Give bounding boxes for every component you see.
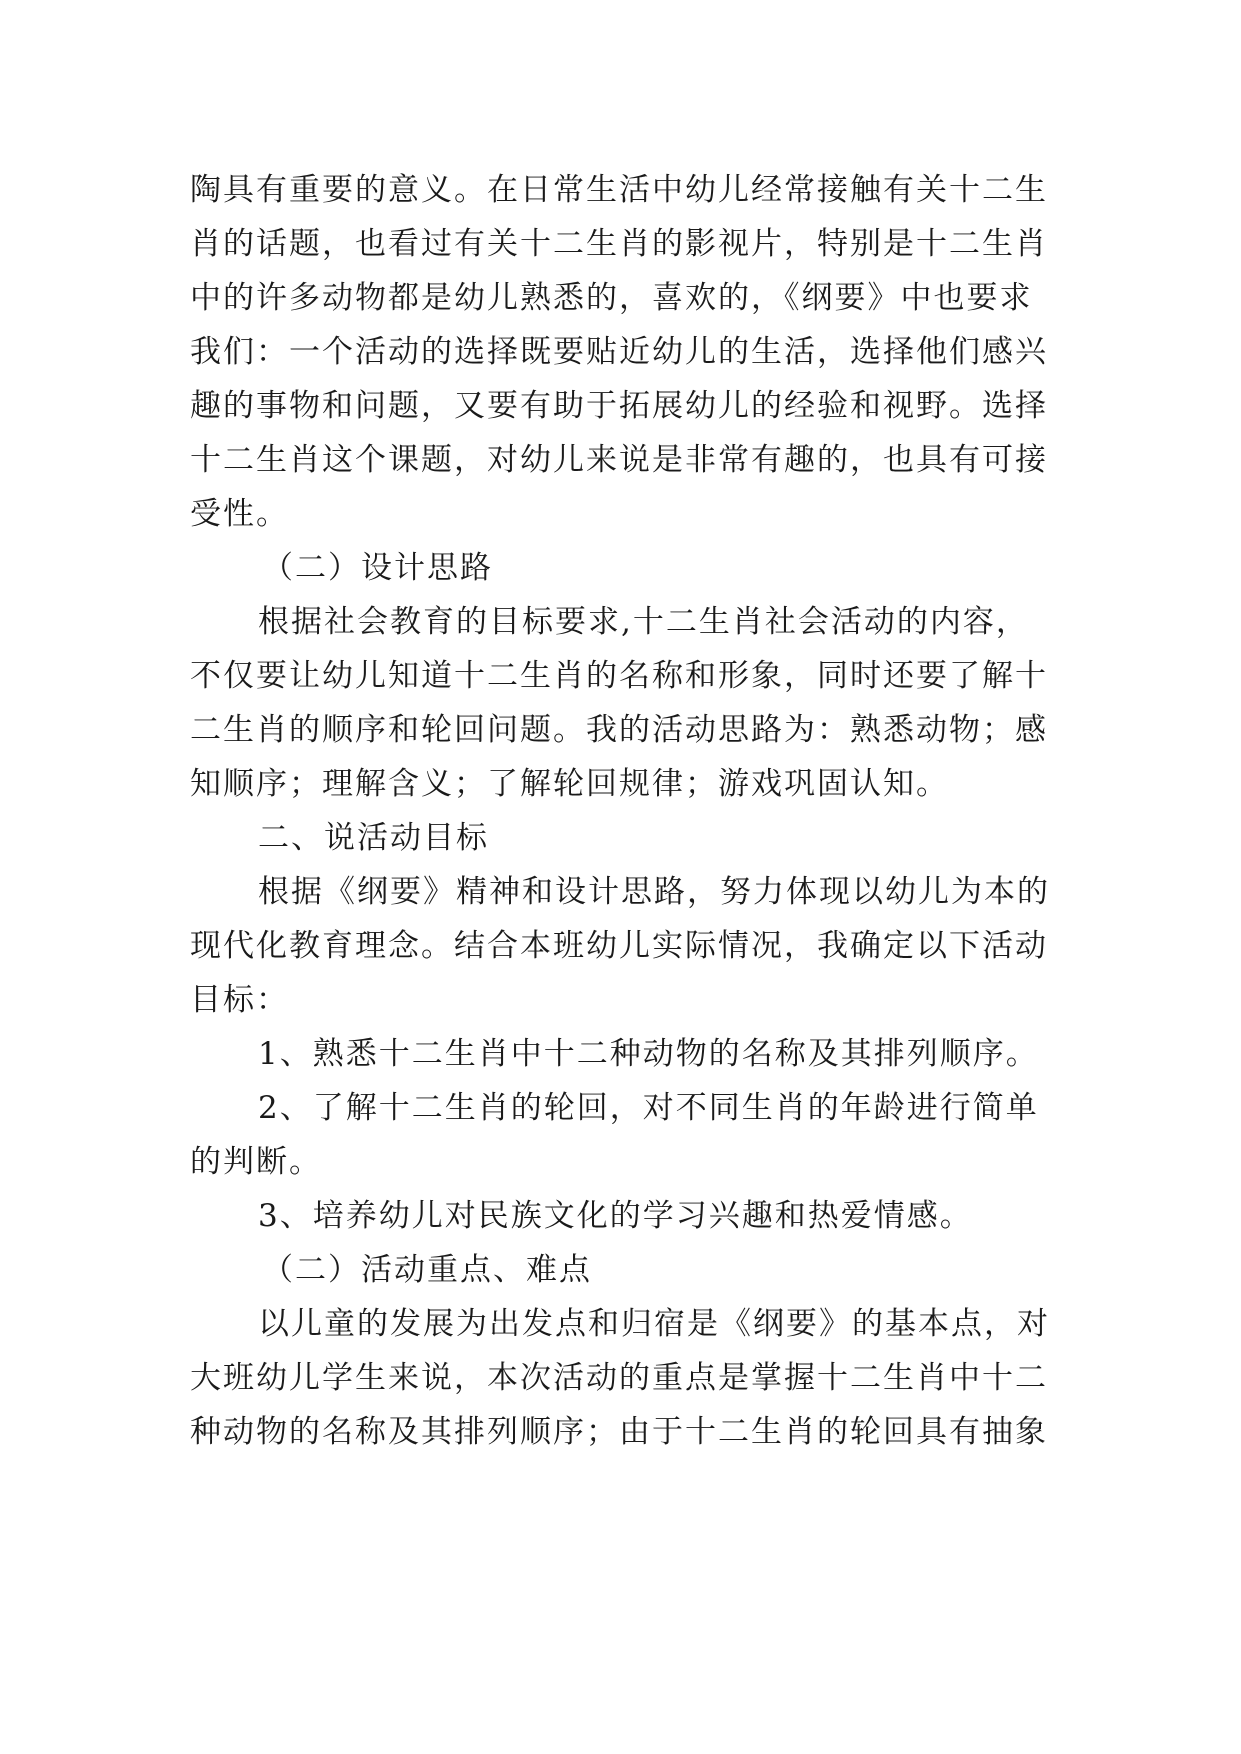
- section-heading: 二、说活动目标: [258, 820, 489, 856]
- body-line: 现代化教育理念。结合本班幼儿实际情况，我确定以下活动: [190, 928, 1048, 964]
- list-item: 3、培养幼儿对民族文化的学习兴趣和热爱情感。: [258, 1198, 973, 1234]
- paragraph-first-line: 根据社会教育的目标要求,十二生肖社会活动的内容，: [258, 604, 1029, 640]
- body-line: 中的许多动物都是幼儿熟悉的，喜欢的，《纲要》中也要求: [190, 280, 1033, 316]
- list-item-continuation: 的判断。: [190, 1144, 322, 1180]
- body-line: 十二生肖这个课题，对幼儿来说是非常有趣的，也具有可接: [190, 442, 1048, 478]
- body-line: 不仅要让幼儿知道十二生肖的名称和形象，同时还要了解十: [190, 658, 1048, 694]
- list-item: 1、熟悉十二生肖中十二种动物的名称及其排列顺序。: [258, 1036, 1039, 1072]
- body-line: 知顺序；理解含义；了解轮回规律；游戏巩固认知。: [190, 766, 949, 802]
- section-heading: （二）设计思路: [262, 550, 493, 586]
- body-line: 陶具有重要的意义。在日常生活中幼儿经常接触有关十二生: [190, 172, 1048, 208]
- body-line: 肖的话题，也看过有关十二生肖的影视片，特别是十二生肖: [190, 226, 1048, 262]
- body-line: 大班幼儿学生来说，本次活动的重点是掌握十二生肖中十二: [190, 1360, 1048, 1396]
- paragraph-first-line: 根据《纲要》精神和设计思路，努力体现以幼儿为本的: [258, 874, 1050, 910]
- list-item: 2、了解十二生肖的轮回，对不同生肖的年龄进行简单: [258, 1090, 1039, 1126]
- body-line: 二生肖的顺序和轮回问题。我的活动思路为：熟悉动物；感: [190, 712, 1048, 748]
- section-heading: （二）活动重点、难点: [262, 1252, 592, 1288]
- body-line: 目标：: [190, 982, 289, 1018]
- body-line: 种动物的名称及其排列顺序；由于十二生肖的轮回具有抽象: [190, 1414, 1048, 1450]
- body-line: 受性。: [190, 496, 289, 532]
- body-line: 趣的事物和问题，又要有助于拓展幼儿的经验和视野。选择: [190, 388, 1048, 424]
- body-line: 我们：一个活动的选择既要贴近幼儿的生活，选择他们感兴: [190, 334, 1048, 370]
- paragraph-first-line: 以儿童的发展为出发点和归宿是《纲要》的基本点，对: [258, 1306, 1050, 1342]
